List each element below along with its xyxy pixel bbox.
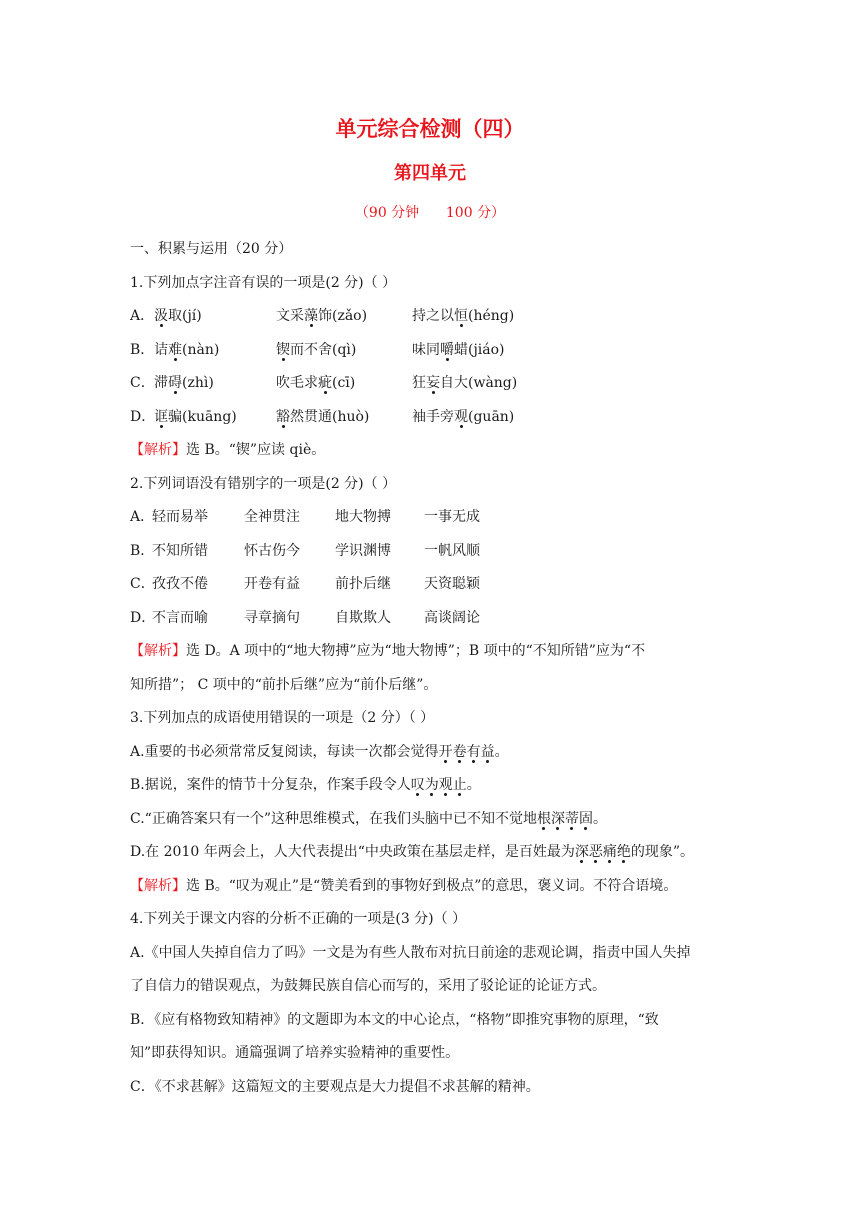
option-word: 孜孜不倦 (152, 576, 208, 592)
option-word: 学识渊博 (335, 542, 391, 559)
dotted-character: 卷 (452, 743, 467, 760)
option-text: (héng) (468, 308, 515, 324)
option-item (154, 367, 214, 401)
option-text: 味同 (412, 341, 440, 358)
dotted-character: 难 (168, 341, 182, 358)
option-word: 地大物搏 (335, 509, 391, 525)
option-text: 。 (494, 743, 509, 760)
option-text: D.在 2010 年两会上，人大代表提出“中央政策在基层走样，是百姓最为 (130, 844, 575, 860)
question-3-option-c (130, 803, 735, 837)
option-label: A． (130, 509, 155, 525)
option-label: C． (130, 576, 155, 592)
question-2-stem: 2.下列词语没有错别字的一项是(2 分)（ ） (130, 475, 397, 492)
dotted-character: 开 (438, 743, 453, 760)
answer-tag: 【解析】 (130, 442, 186, 458)
option-text: 持之以 (412, 308, 454, 324)
question-4-option-a-line-1: A.《中国人失掉自信力了吗》一文是为有些人散布对抗日前途的悲观论调，指责中国人失掉 (130, 944, 691, 961)
question-2-option-row (130, 501, 735, 535)
option-word: 不言而喻 (152, 609, 208, 626)
dotted-character: 痛 (602, 844, 617, 860)
question-1-stem: 1.下列加点字注音有误的一项是(2 分)（ ） (130, 274, 397, 291)
option-text: 吹毛求 (276, 375, 318, 391)
option-text: 狂 (412, 375, 426, 391)
option-text: (cī) (332, 375, 356, 391)
answer-tag: 【解析】 (130, 877, 186, 894)
question-4-option-a-line-2: 了自信力的错误观点，为鼓舞民族自信心而写的，采用了驳论证的论证方式。 (130, 978, 606, 994)
option-label: B． (130, 542, 155, 559)
option-text: 取(jí) (168, 308, 202, 324)
question-4-option-b-line-1: B．《应有格物致知精神》的文题即为本文的中心论点，“格物”即推究事物的原理，“致 (130, 1011, 659, 1028)
dotted-character: 叹 (410, 777, 425, 793)
option-text: 的现象”。 (630, 844, 695, 860)
question-4-option-c-line-1: C．《不求甚解》这篇短文的主要观点是大力提倡不求甚解的精神。 (130, 1078, 540, 1095)
option-item (276, 367, 355, 401)
dotted-character: 妄 (426, 375, 440, 391)
dotted-character: 深 (574, 844, 589, 860)
dotted-character: 恒 (454, 308, 468, 324)
option-word: 一事无成 (424, 509, 480, 525)
option-text: (nàn) (182, 341, 220, 358)
option-word: 天资聪颖 (424, 576, 480, 592)
option-label: B． (130, 341, 155, 358)
option-text: 自大(wàng) (440, 375, 518, 391)
question-3-answer (130, 870, 735, 904)
question-2-option-row (130, 535, 735, 569)
dotted-character: 藻 (304, 308, 318, 324)
answer-text: 选 B。“锲”应读 qiè。 (186, 442, 326, 458)
question-2-options (130, 501, 735, 635)
option-item (412, 334, 505, 368)
option-word: 不知所错 (152, 542, 208, 559)
dotted-character: 疵 (318, 375, 332, 391)
option-item (276, 334, 356, 368)
question-1-option-row (130, 367, 735, 401)
dotted-character: 锲 (276, 341, 290, 358)
dotted-character: 嚼 (440, 341, 454, 358)
option-item (154, 401, 237, 435)
dotted-character: 固 (578, 810, 593, 827)
question-3-stem: 3.下列加点的成语使用错误的一项是（2 分）（ ） (130, 710, 435, 726)
dotted-idiom (575, 844, 631, 860)
question-4-option-b-line-2: 知”即获得知识。通篇强调了培养实验精神的重要性。 (130, 1045, 460, 1061)
question-2-answer-line-2: 知所措”； C 项中的“前扑后继”应为“前仆后继”。 (130, 676, 438, 693)
dotted-character: 豁 (276, 408, 290, 425)
exam-time: （90 分钟 (354, 205, 420, 221)
option-word: 怀古伤今 (244, 542, 300, 559)
question-1-option-row (130, 401, 735, 435)
dotted-character: 观 (438, 777, 453, 793)
answer-text: 选 D。A 项中的“地大物搏”应为“地大物博”；B 项中的“不知所错”应为“不 (186, 643, 646, 659)
option-item (154, 300, 202, 334)
dotted-character: 恶 (588, 844, 603, 860)
dotted-character: 止 (452, 777, 467, 793)
exam-score: 100 分） (445, 205, 506, 221)
option-item (412, 401, 514, 435)
option-text: 饰(zǎo) (318, 308, 368, 324)
question-1-option-row (130, 334, 735, 368)
option-word: 寻章摘句 (244, 609, 300, 626)
document-body (130, 233, 735, 1104)
option-label: C． (130, 375, 155, 391)
dotted-idiom (439, 744, 495, 760)
option-text: 骗(kuāng) (168, 408, 237, 425)
option-text: 滞 (154, 375, 168, 391)
option-item (276, 300, 367, 334)
dotted-character: 诓 (154, 408, 168, 425)
option-word: 高谈阔论 (424, 609, 480, 626)
option-text: C.“正确答案只有一个”这种思维模式，在我们头脑中已不知不觉地 (130, 810, 537, 827)
option-item (412, 367, 517, 401)
option-text: B.据说，案件的情节十分复杂，作案手段令人 (130, 777, 411, 793)
answer-tag: 【解析】 (130, 643, 186, 659)
option-word: 一帆风顺 (424, 542, 480, 559)
dotted-character: 有 (466, 743, 481, 760)
question-2-option-row (130, 568, 735, 602)
option-text: A.重要的书必须常常反复阅读，每读一次都会觉得 (130, 743, 439, 760)
dotted-character: 深 (550, 810, 565, 827)
option-text: 文采 (276, 308, 304, 324)
question-1-answer (130, 434, 735, 468)
option-text: 然贯通(huò) (290, 408, 370, 425)
option-text: 诘 (154, 341, 168, 358)
dotted-character: 根 (536, 810, 551, 827)
option-word: 全神贯注 (244, 509, 300, 525)
dotted-idiom (537, 811, 593, 827)
question-3-option-a (130, 736, 735, 770)
dotted-character: 为 (424, 777, 439, 793)
question-3-option-d (130, 836, 735, 870)
option-label: D． (130, 408, 156, 425)
dotted-character: 汲 (154, 308, 168, 324)
dotted-idiom (411, 777, 467, 793)
dotted-character: 益 (480, 743, 495, 760)
option-text: 。 (592, 810, 607, 827)
option-text: (zhì) (182, 375, 214, 391)
dotted-character: 碍 (168, 375, 182, 391)
option-item (276, 401, 369, 435)
answer-text: 选 B。“叹为观止”是“赞美看到的事物好到极点”的意思，褒义词。不符合语境。 (186, 877, 678, 894)
option-item (412, 300, 514, 334)
option-word: 前扑后继 (335, 576, 391, 592)
option-label: A． (130, 308, 155, 324)
dotted-character: 蒂 (564, 810, 579, 827)
option-word: 轻而易举 (152, 509, 208, 525)
exam-time-score (0, 202, 860, 222)
option-text: 而不舍(qì) (290, 341, 357, 358)
question-2-option-row (130, 602, 735, 636)
dotted-character: 观 (454, 408, 468, 425)
section-heading: 一、积累与运用（20 分） (130, 241, 293, 257)
question-1-option-row (130, 300, 735, 334)
page-title: 单元综合检测（四） (335, 117, 525, 141)
option-word: 开卷有益 (244, 576, 300, 592)
option-text: 。 (466, 777, 481, 793)
option-label: D． (130, 609, 156, 626)
option-text: 蜡(jiáo) (454, 341, 505, 358)
question-1-options (130, 300, 735, 434)
option-text: (guān) (468, 408, 515, 425)
option-item (154, 334, 219, 368)
page-subtitle: 第四单元 (394, 163, 466, 184)
question-4-stem: 4.下列关于课文内容的分析不正确的一项是(3 分)（ ） (130, 911, 467, 927)
dotted-character: 绝 (616, 844, 631, 860)
option-text: 袖手旁 (412, 408, 454, 425)
question-2-answer-line-1 (130, 635, 735, 669)
option-word: 自欺欺人 (335, 609, 391, 626)
question-3-option-b (130, 769, 735, 803)
